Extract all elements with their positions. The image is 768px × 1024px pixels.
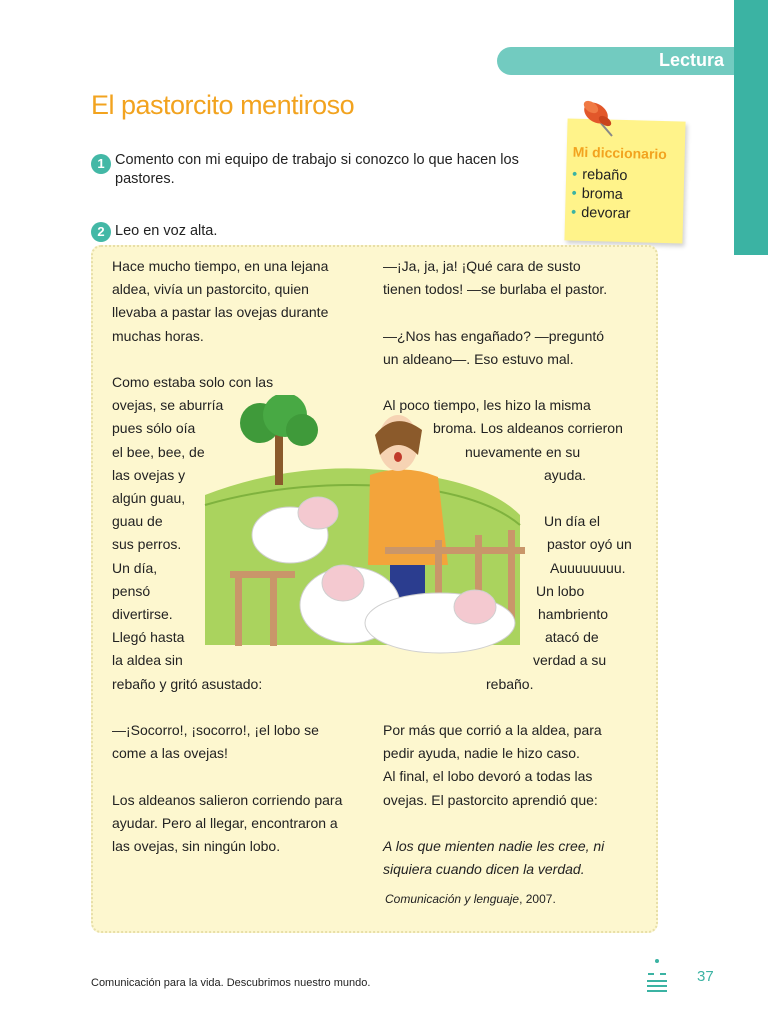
step-number-1: 1: [91, 154, 111, 174]
footer-book-title: Comunicación para la vida. Descubrimos nuestro mundo.: [91, 977, 371, 989]
story-line: [383, 371, 632, 394]
story-line: —¿Nos has engañado? —preguntó: [383, 327, 605, 344]
story-line: pensó: [112, 582, 151, 599]
story-right-column: [383, 255, 632, 881]
story-line: muchas horas.: [112, 327, 204, 344]
page-number: 37: [697, 968, 714, 985]
story-line: las ovejas, sin ningún lobo.: [112, 838, 281, 855]
waves-icon: [645, 958, 669, 994]
story-line: —¡Ja, ja, ja! ¡Qué cara de susto: [383, 258, 581, 274]
story-line: [112, 696, 342, 719]
side-color-strip: [734, 0, 768, 255]
dictionary-word: broma: [581, 185, 624, 203]
story-line: come a las ovejas!: [112, 745, 228, 762]
story-line: pedir ayuda, nadie le hizo caso.: [383, 745, 580, 762]
section-tab: [497, 47, 734, 75]
story-line: pues sólo oía: [112, 420, 196, 437]
story-line: Un día el: [544, 513, 601, 530]
instruction-1-line-2: pastores.: [115, 171, 175, 187]
story-line: [383, 696, 632, 719]
story-line: las ovejas y: [112, 466, 186, 483]
section-label: Lectura: [658, 50, 724, 70]
dictionary-word: rebaño: [582, 166, 628, 185]
story-line: [383, 812, 632, 835]
source-title: Comunicación y lenguaje: [385, 892, 520, 906]
step-number-2: 2: [91, 222, 111, 242]
story-line: Al poco tiempo, les hizo la misma: [383, 397, 591, 414]
story-line: llevaba a pastar las ovejas durante: [112, 304, 329, 321]
story-line: broma. Los aldeanos corrieron: [433, 420, 623, 437]
story-line: aldea, vivía un pastorcito, quien: [112, 281, 309, 298]
story-line: pastor oyó un: [547, 536, 632, 553]
story-line: Hace mucho tiempo, en una lejana: [112, 258, 329, 274]
dictionary-item: • broma: [571, 185, 624, 203]
story-line: sus perros.: [112, 536, 182, 553]
story-line: Por más que corrió a la aldea, para: [383, 722, 602, 739]
story-line: la aldea sin: [112, 652, 183, 669]
story-line: [383, 301, 632, 324]
story-line: ovejas. El pastorcito aprendió que:: [383, 791, 598, 808]
page-title: El pastorcito mentiroso: [91, 90, 355, 120]
story-line: guau de: [112, 513, 163, 530]
dictionary-word: devorar: [581, 204, 631, 223]
dictionary-list: [571, 166, 632, 225]
story-line: atacó de: [545, 629, 599, 646]
story-line: rebaño y gritó asustado:: [112, 675, 263, 692]
story-line: ayudar. Pero al llegar, encontraron a: [112, 814, 338, 831]
moral-line: siquiera cuando dicen la verdad.: [383, 861, 585, 878]
instruction-1-line-1: Comento con mi equipo de trabajo si conozco lo que hacen los: [115, 152, 519, 168]
story-line: ovejas, se aburría: [112, 397, 224, 414]
story-line: tienen todos! —se burlaba el pastor.: [383, 281, 608, 298]
dictionary-item: • rebaño: [571, 166, 628, 185]
story-line: Auuuuuuuu.: [550, 559, 626, 576]
story-line: algún guau,: [112, 490, 186, 507]
story-line: Los aldeanos salieron corriendo para: [112, 791, 343, 808]
story-line: [383, 487, 632, 510]
story-line: el bee, bee, de: [112, 443, 205, 460]
story-line: Llegó hasta: [112, 629, 185, 646]
story-line: Un lobo: [536, 582, 585, 599]
story-line: ayuda.: [544, 466, 587, 483]
source-citation: [385, 892, 556, 906]
story-line: Al final, el lobo devoró a todas las: [383, 768, 593, 785]
story-line: [112, 348, 342, 371]
instruction-2: Leo en voz alta.: [115, 223, 218, 239]
story-line: [112, 765, 342, 788]
story-line: verdad a su: [533, 652, 607, 669]
story-line: —¡Socorro!, ¡socorro!, ¡el lobo se: [112, 722, 319, 739]
moral-line: A los que mienten nadie les cree, ni: [383, 838, 605, 855]
story-left-column: [112, 255, 342, 858]
story-line: Como estaba solo con las: [112, 374, 274, 391]
dictionary-title: Mi diccionario: [572, 143, 668, 163]
pushpin-icon: [578, 96, 628, 138]
story-line: rebaño.: [486, 675, 534, 692]
instruction-1: [115, 151, 519, 189]
source-year: , 2007.: [519, 892, 556, 906]
story-line: nuevamente en su: [465, 443, 581, 460]
dictionary-item: • devorar: [570, 204, 631, 223]
story-line: hambriento: [538, 606, 609, 623]
story-line: divertirse.: [112, 606, 173, 623]
story-line: un aldeano—. Eso estuvo mal.: [383, 350, 574, 367]
story-line: Un día,: [112, 559, 158, 576]
